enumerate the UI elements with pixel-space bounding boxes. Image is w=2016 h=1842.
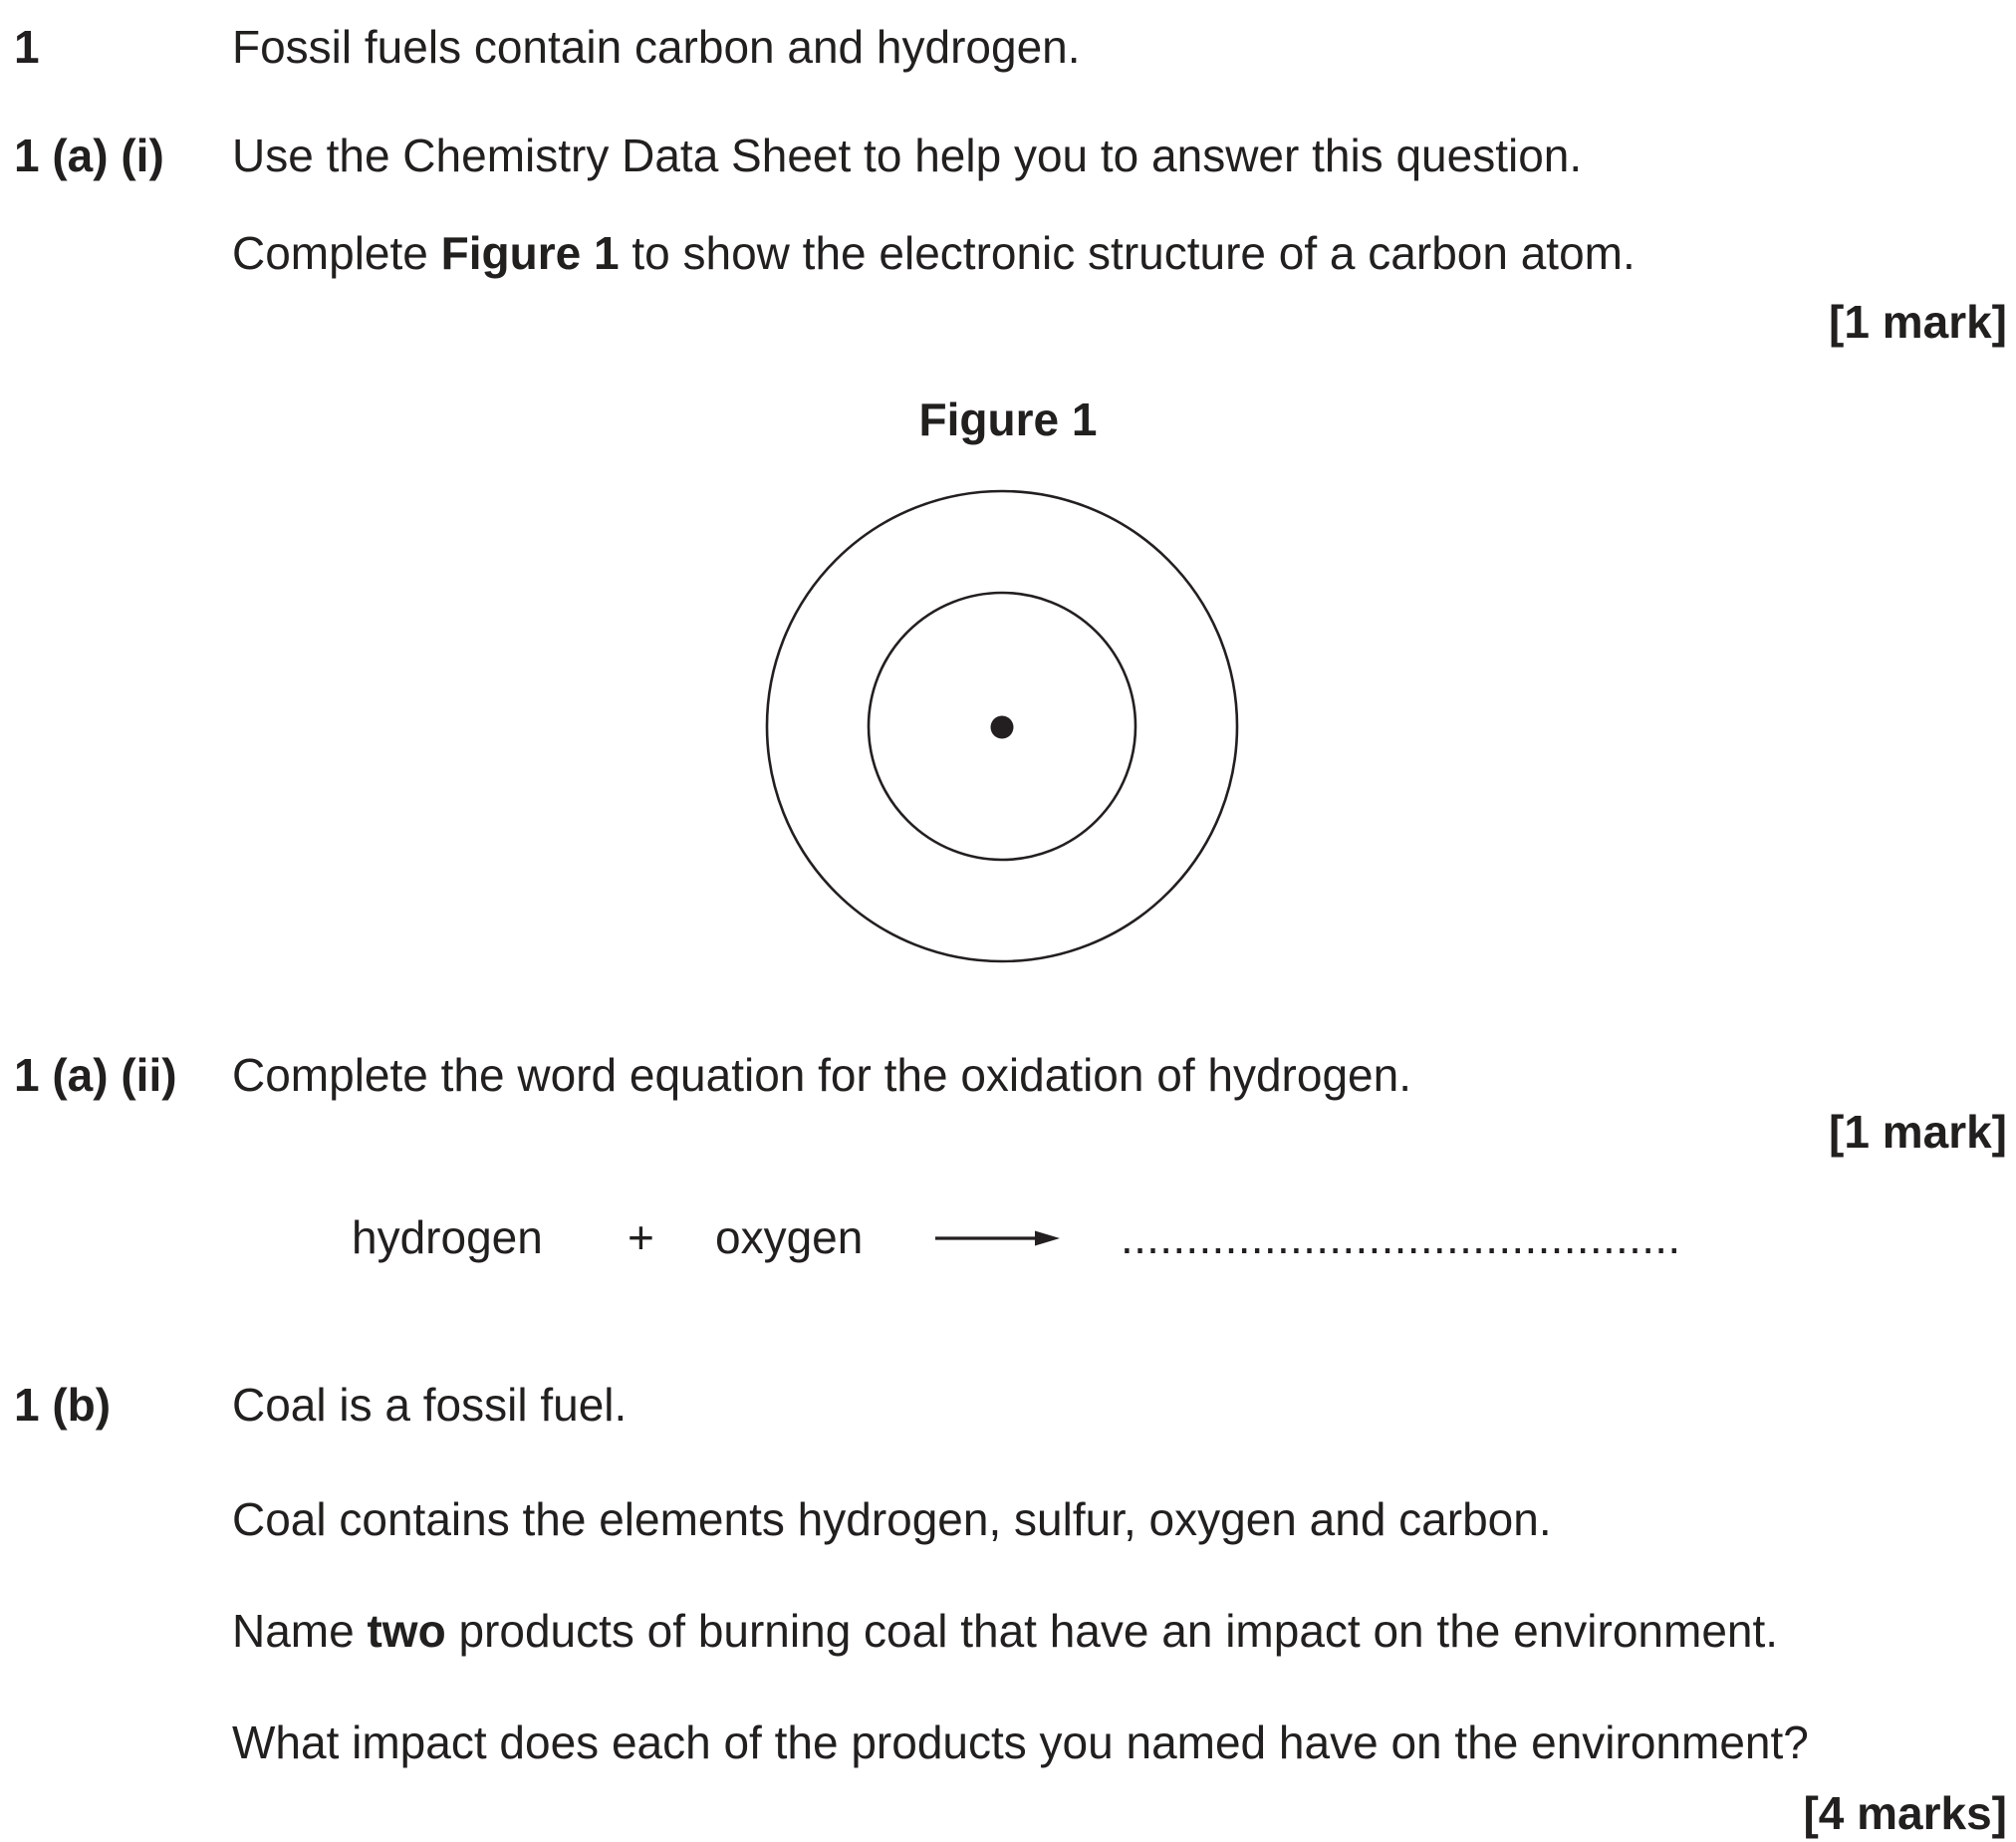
question-1b-line4-row xyxy=(0,1716,2016,1779)
question-1ai-instruction2 xyxy=(232,227,1636,279)
question-number-1ai: 1 (a) (i) xyxy=(14,130,164,181)
plus-icon: + xyxy=(628,1211,654,1263)
question-1-intro-text: Fossil fuels contain carbon and hydrogen. xyxy=(232,21,1081,73)
line3-two-bold: two xyxy=(367,1605,446,1657)
equation-reactant-hydrogen: hydrogen xyxy=(352,1211,543,1263)
line3-post: products of burning coal that have an impact on the environment. xyxy=(445,1605,1779,1657)
marks-row-1ai xyxy=(0,296,2016,359)
answer-blank: ........................................... xyxy=(1121,1211,1681,1263)
marks-row-1aii xyxy=(0,1106,2016,1169)
question-1b-line2-row xyxy=(0,1493,2016,1556)
instruction2-figure-ref: Figure 1 xyxy=(440,227,620,279)
question-1ai-instruction1: Use the Chemistry Data Sheet to help you to answer this question. xyxy=(232,130,1583,181)
atom-diagram xyxy=(760,484,1244,968)
figure-1-title: Figure 1 xyxy=(918,394,1098,445)
marks-label-1b: [4 marks] xyxy=(1803,1787,2007,1839)
instruction2-pre: Complete xyxy=(232,227,441,279)
question-1aii-row xyxy=(0,1049,2016,1112)
question-1-intro-row xyxy=(0,21,2016,84)
question-1ai-instruction2-row xyxy=(0,227,2016,290)
question-1b-line4: What impact does each of the products you named have on the environment? xyxy=(232,1716,1809,1768)
marks-label-1aii: [1 mark] xyxy=(1829,1106,2007,1158)
question-number-1b: 1 (b) xyxy=(14,1379,112,1431)
word-equation-row xyxy=(0,1211,2016,1274)
equation-reactant-oxygen: oxygen xyxy=(715,1211,864,1263)
marks-label-1ai: [1 mark] xyxy=(1829,296,2007,348)
question-1b-line2: Coal contains the elements hydrogen, sulfur, oxygen and carbon. xyxy=(232,1493,1552,1545)
question-1aii-instruction: Complete the word equation for the oxidation of hydrogen. xyxy=(232,1049,1411,1101)
instruction2-post: to show the electronic structure of a carbon atom. xyxy=(619,227,1636,279)
question-number-1: 1 xyxy=(14,21,40,73)
nucleus-dot xyxy=(991,716,1014,739)
question-1b-line3 xyxy=(232,1605,1779,1657)
figure-1-title-row xyxy=(0,396,2016,456)
question-1b-line1: Coal is a fossil fuel. xyxy=(232,1379,628,1431)
marks-row-1b xyxy=(0,1787,2016,1842)
question-number-1aii: 1 (a) (ii) xyxy=(14,1049,177,1101)
question-1b-line3-row xyxy=(0,1605,2016,1668)
arrow-right-icon xyxy=(934,1223,1062,1253)
line3-pre: Name xyxy=(232,1605,368,1657)
question-1ai-row xyxy=(0,132,2016,192)
question-1b-row xyxy=(0,1379,2016,1442)
